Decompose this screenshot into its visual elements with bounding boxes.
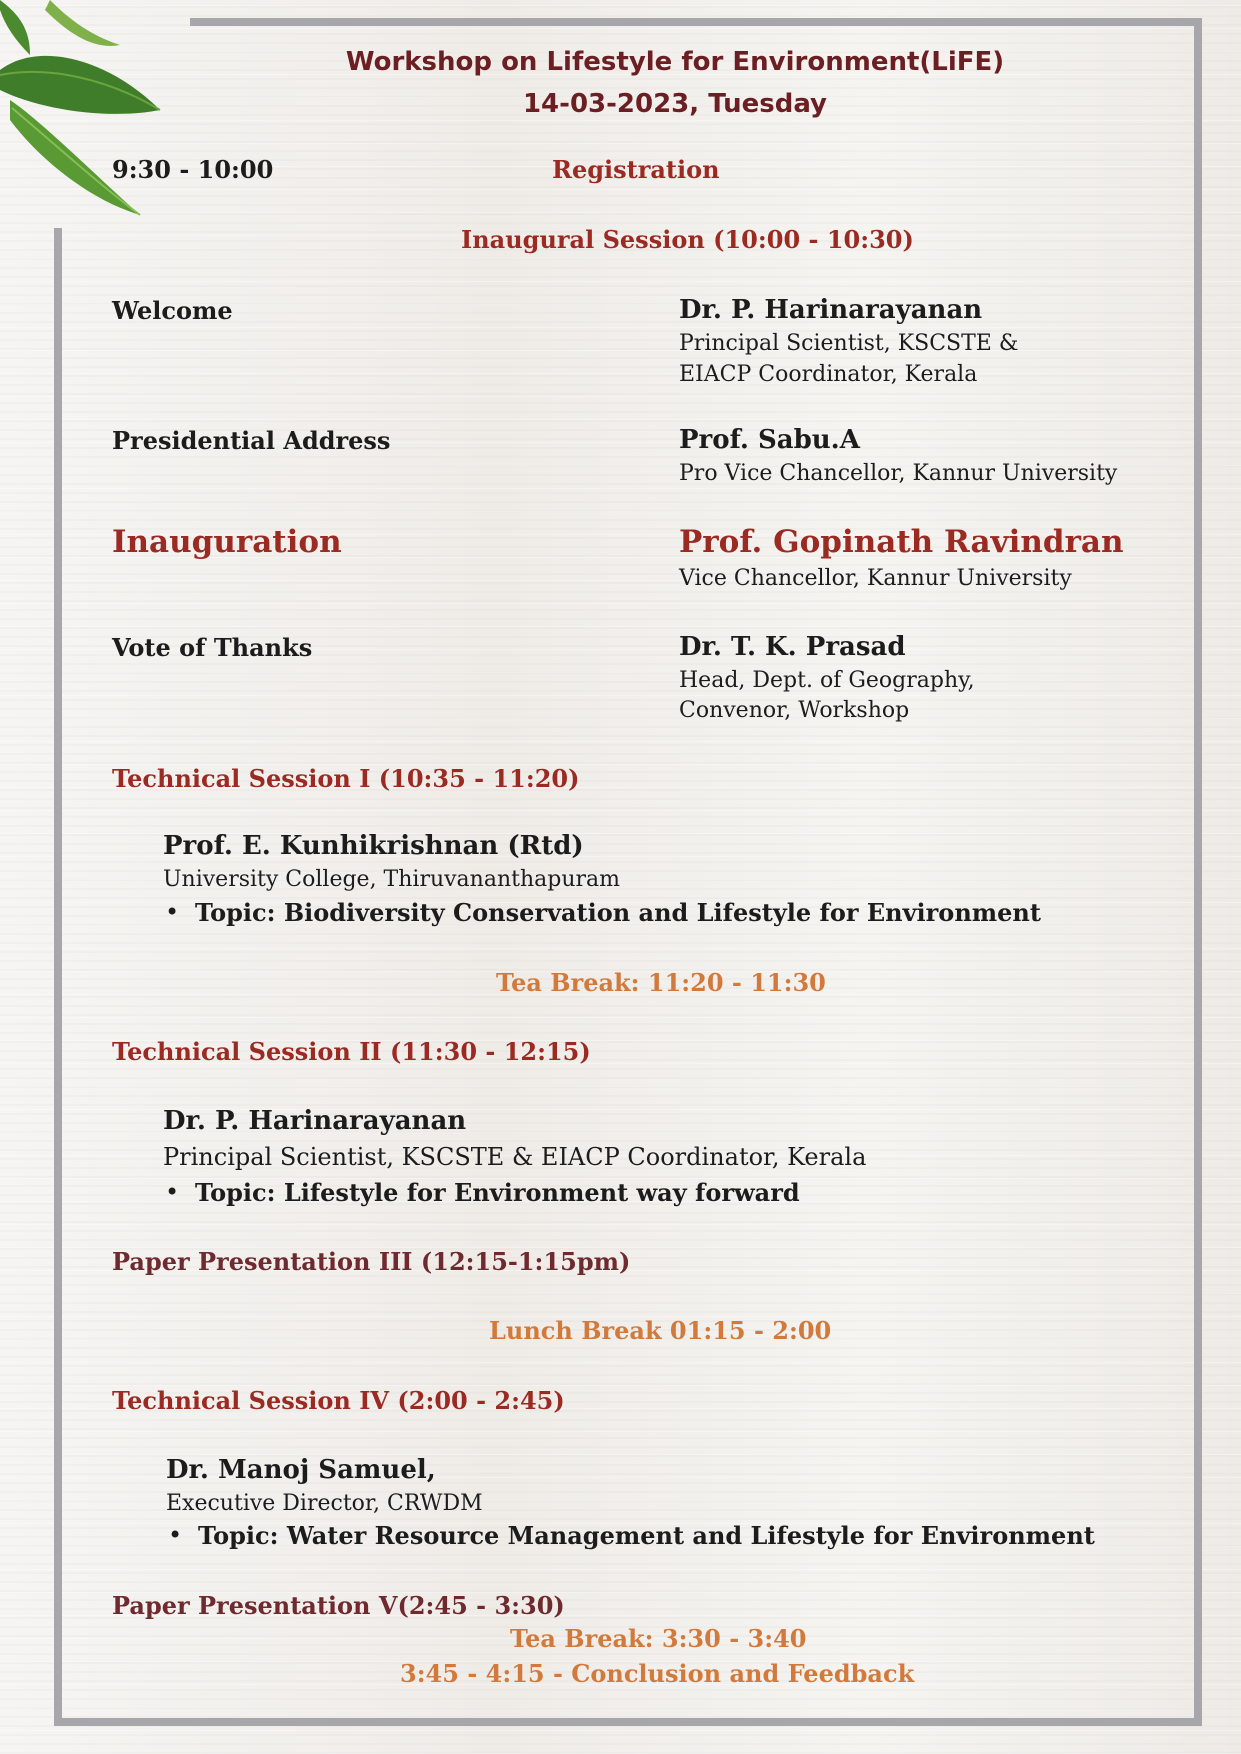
session-topic: • Topic: Biodiversity Conservation and Lifestyle for Environment — [195, 898, 1041, 927]
speaker-designation: Principal Scientist, KSCSTE & — [679, 331, 1019, 356]
registration-time: 9:30 - 10:00 — [112, 155, 274, 184]
workshop-date: 14-03-2023, Tuesday — [522, 89, 828, 119]
session-speaker: Dr. P. Harinarayanan — [163, 1106, 467, 1136]
session-heading: Technical Session II (11:30 - 12:15) — [112, 1037, 591, 1066]
paper-presentation: Paper Presentation III (12:15-1:15pm) — [112, 1247, 631, 1276]
session-speaker: Dr. Manoj Samuel, — [166, 1455, 436, 1485]
tea-break: Tea Break: 11:20 - 11:30 — [496, 968, 826, 997]
session-heading: Technical Session I (10:35 - 11:20) — [112, 764, 580, 793]
session-topic: • Topic: Lifestyle for Environment way forward — [195, 1178, 800, 1207]
inaugural-heading: Inaugural Session (10:00 - 10:30) — [461, 225, 914, 254]
session-topic: • Topic: Water Resource Management and Lifestyle for Environment — [198, 1521, 1095, 1550]
speaker-designation: Vice Chancellor, Kannur University — [679, 566, 1072, 591]
speaker-designation: EIACP Coordinator, Kerala — [679, 362, 978, 387]
role-presidential-address: Presidential Address — [112, 426, 391, 455]
role-vote-of-thanks: Vote of Thanks — [112, 633, 313, 662]
speaker-name: Dr. T. K. Prasad — [679, 632, 906, 662]
session-heading: Technical Session IV (2:00 - 2:45) — [112, 1386, 565, 1415]
speaker-designation: Pro Vice Chancellor, Kannur University — [679, 461, 1118, 486]
speaker-name: Prof. Sabu.A — [679, 425, 860, 455]
session-speaker: Prof. E. Kunhikrishnan (Rtd) — [163, 831, 584, 861]
lunch-break: Lunch Break 01:15 - 2:00 — [489, 1316, 832, 1345]
conclusion-feedback: 3:45 - 4:15 - Conclusion and Feedback — [400, 1659, 915, 1688]
workshop-title: Workshop on Lifestyle for Environment(LiFE) — [345, 47, 1005, 77]
role-inauguration: Inauguration — [112, 524, 342, 560]
paper-presentation: Paper Presentation V(2:45 - 3:30) — [112, 1591, 565, 1620]
session-affiliation: University College, Thiruvananthapuram — [163, 867, 620, 892]
registration-label: Registration — [552, 155, 720, 184]
session-affiliation: Executive Director, CRWDM — [166, 1491, 483, 1516]
speaker-designation: Convenor, Workshop — [679, 698, 910, 723]
leaf-decoration-icon — [0, 0, 190, 230]
session-affiliation: Principal Scientist, KSCSTE & EIACP Coordinator, Kerala — [163, 1143, 867, 1171]
role-welcome: Welcome — [112, 296, 233, 325]
speaker-designation: Head, Dept. of Geography, — [679, 668, 975, 693]
speaker-name: Dr. P. Harinarayanan — [679, 295, 983, 325]
speaker-name: Prof. Gopinath Ravindran — [679, 524, 1124, 560]
tea-break: Tea Break: 3:30 - 3:40 — [510, 1624, 807, 1653]
